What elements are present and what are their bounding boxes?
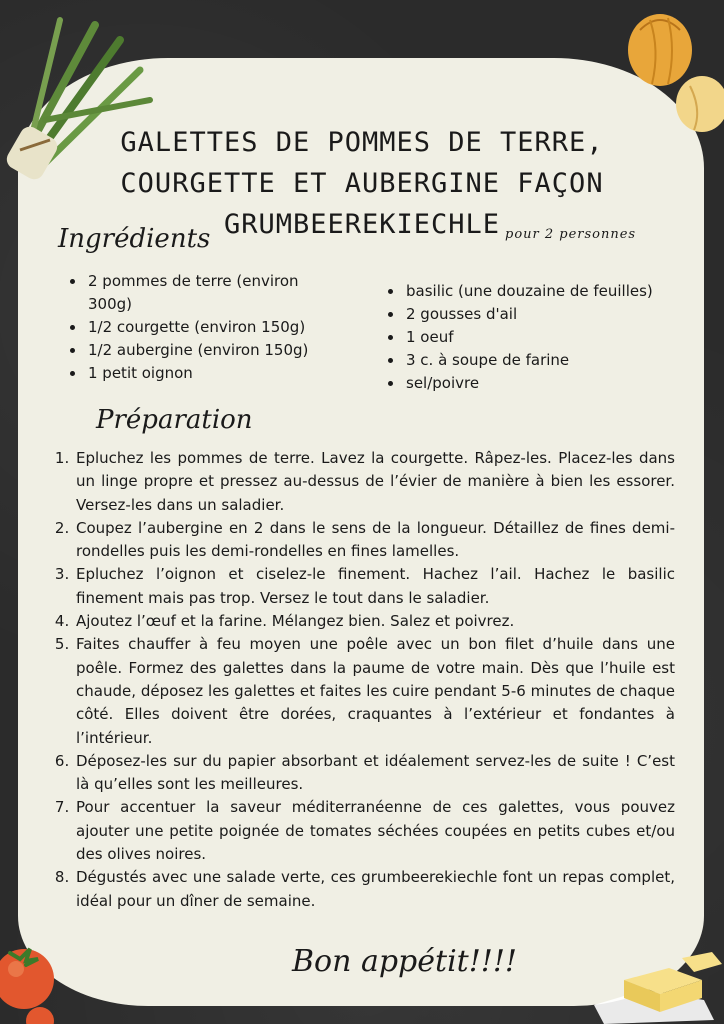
ingredient-item: • 1 oeuf	[404, 326, 704, 349]
ingredients-list-left	[60, 270, 346, 385]
step-item: 7. Pour accentuer la saveur méditerranéenne de ces galettes, vous pouvez ajouter une petite poignée de tomates séchées coupées en petits cubes et/ou des olives noires.	[74, 796, 675, 866]
ingredient-item: • 1 petit oignon	[86, 362, 346, 385]
ingredient-item: • basilic (une douzaine de feuilles)	[404, 280, 704, 303]
servings-label: pour 2 personnes	[505, 227, 637, 242]
ingredient-item: • 3 c. à soupe de farine	[404, 349, 704, 372]
butter-icon	[584, 950, 724, 1024]
recipe-title: GALETTES DE POMMES DE TERRE, COURGETTE ET AUBERGINE FAÇON GRUMBEEREKIECHLE	[120, 127, 604, 241]
ingredient-item: • 2 gousses d'ail	[404, 303, 704, 326]
step-item: 6. Déposez-les sur du papier absorbant et idéalement servez-les de suite ! C’est là qu’elles sont les meilleures.	[74, 750, 675, 797]
ingredients-list-right	[378, 280, 704, 395]
ingredient-item: • 2 pommes de terre (environ 300g)	[86, 270, 346, 316]
tomato-icon	[0, 935, 70, 1024]
step-item: 2. Coupez l’aubergine en 2 dans le sens de la longueur. Détaillez de fines demi-rondelles puis les demi-rondelles en fines lamelles.	[74, 517, 675, 564]
onion-icon	[610, 0, 724, 140]
preparation-heading: Préparation	[96, 405, 253, 435]
step-item: 1. Epluchez les pommes de terre. Lavez la courgette. Râpez-les. Placez-les dans un linge propre et pressez au-dessus de l’évier de manière à bien les essorer. Versez-les dans un saladier.	[74, 447, 675, 517]
step-item: 4. Ajoutez l’œuf et la farine. Mélangez bien. Salez et poivrez.	[74, 610, 675, 633]
ingredient-item: • sel/poivre	[404, 372, 704, 395]
closing-text: Bon appétit!!!!	[292, 944, 517, 979]
preparation-steps	[62, 447, 675, 913]
step-item: 3. Epluchez l’oignon et ciselez-le finement. Hachez l’ail. Hachez le basilic finement mais pas trop. Versez le tout dans le saladier.	[74, 563, 675, 610]
ingredients-heading: Ingrédients	[58, 224, 211, 254]
ingredient-item: • 1/2 courgette (environ 150g)	[86, 316, 346, 339]
step-item: 5. Faites chauffer à feu moyen une poêle avec un bon filet d’huile dans une poêle. Formez des galettes dans la paume de votre main. Dès que l’huile est chaude, déposez les galettes et faites les cuire pendant 5-6 minutes de chaque côté. Elles doivent être dorées, craquantes à l’extérieur et fondantes à l’intérieur.	[74, 633, 675, 749]
ingredient-item: • 1/2 aubergine (environ 150g)	[86, 339, 346, 362]
step-item: 8. Dégustés avec une salade verte, ces grumbeerekiechle font un repas complet, idéal pour un dîner de semaine.	[74, 866, 675, 913]
